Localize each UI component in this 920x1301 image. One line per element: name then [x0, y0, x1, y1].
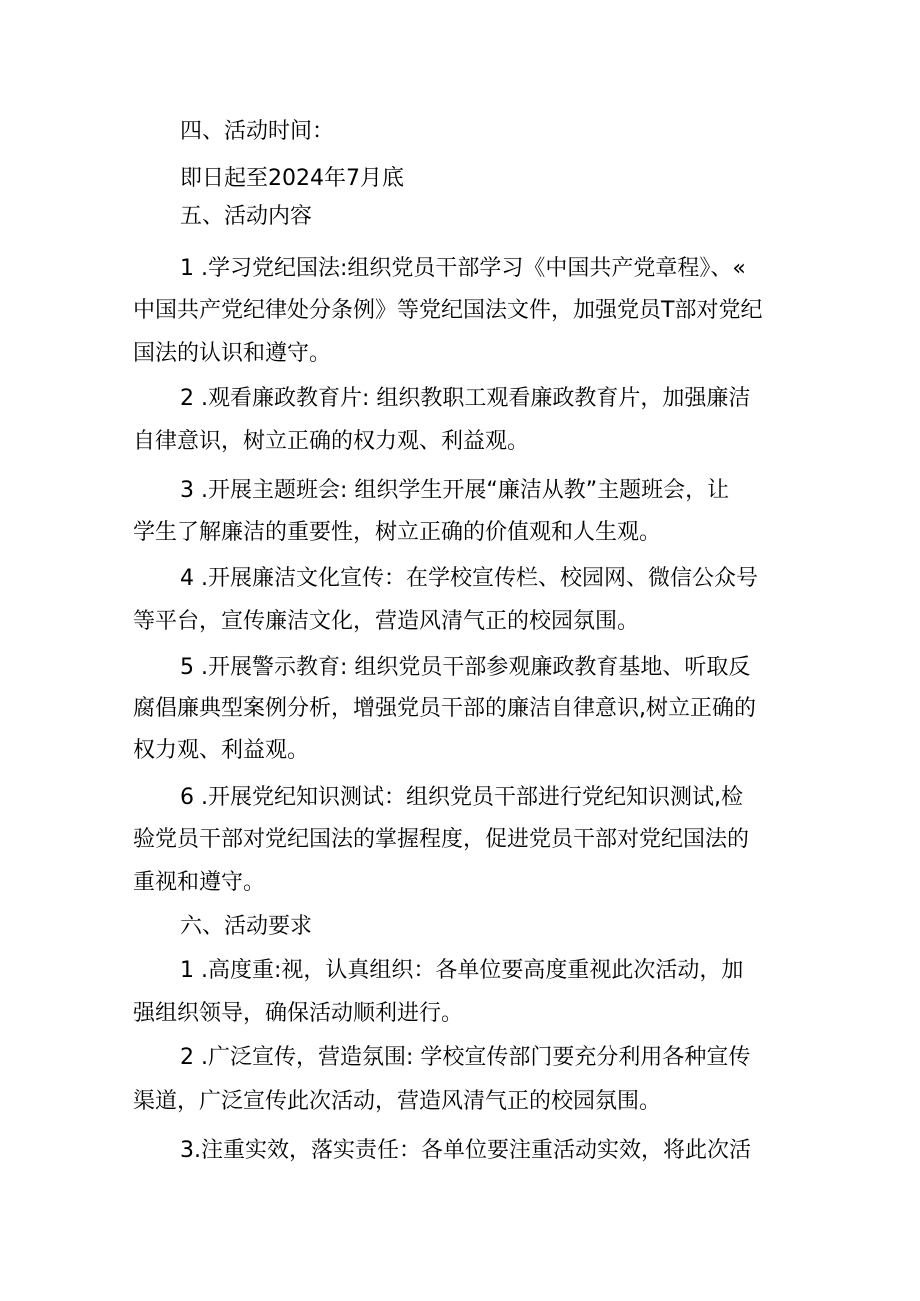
paragraph-line: 强组织领导，确保活动顺利进行。: [133, 1001, 464, 1026]
section-heading-activity-content: 五、活动内容: [180, 204, 313, 229]
paragraph-line: 权力观、利益观。: [133, 738, 310, 763]
paragraph-line: 验党员干部对党纪国法的掌握程度，促进党员干部对党纪国法的: [133, 827, 750, 852]
paragraph-line: 等平台，宣传廉洁文化，营造风清气正的校园氛围。: [133, 609, 640, 634]
paragraph-line: 即日起至2024年7月底: [180, 166, 404, 191]
paragraph-line: 4 .开展廉洁文化宣传：在学校宣传栏、校园网、微信公众号: [180, 566, 758, 591]
paragraph-line: 2 .广泛宣传，营造氛围: 学校宣传部门要充分利用各种宣传: [180, 1045, 751, 1070]
paragraph-line: 中国共产党纪律处分条例》等党纪国法文件，加强党员T部对党纪: [133, 298, 763, 323]
paragraph-line: 3 .开展主题班会: 组织学生开展“廉洁从教”主题班会，让: [180, 478, 730, 503]
paragraph-line: 6 .开展党纪知识测试：组织党员干部进行党纪知识测试,检: [180, 785, 743, 810]
paragraph-line: 2 .观看廉政教育片: 组织教职工观看廉政教育片，加强廉洁: [180, 386, 751, 411]
paragraph-line: 5 .开展警示教育: 组织党员干部参观廉政教育基地、听取反: [180, 655, 751, 680]
section-heading-activity-time: 四、活动时间：: [180, 119, 335, 144]
paragraph-line: 1 .高度重:视，认真组织：各单位要高度重视此次活动，加: [180, 958, 744, 983]
paragraph-line: 重视和遵守。: [133, 870, 266, 895]
section-heading-activity-requirements: 六、活动要求: [180, 914, 313, 939]
paragraph-line: 腐倡廉典型案例分析，增强党员干部的廉洁自律意识,树立正确的: [133, 696, 756, 721]
paragraph-line: 学生了解廉洁的重要性，树立正确的价值观和人生观。: [133, 520, 662, 545]
paragraph-line: 3.注重实效，落实责任：各单位要注重活动实效，将此次活: [180, 1138, 751, 1163]
paragraph-line: 渠道，广泛宣传此次活动，营造风清气正的校园氛围。: [133, 1089, 662, 1114]
paragraph-line: 国法的认识和遵守。: [133, 341, 332, 366]
paragraph-line: 1 .学习党纪国法:组织党员干部学习《中国共产党章程》、«: [180, 256, 746, 281]
paragraph-line: 自律意识，树立正确的权力观、利益观。: [133, 429, 530, 454]
